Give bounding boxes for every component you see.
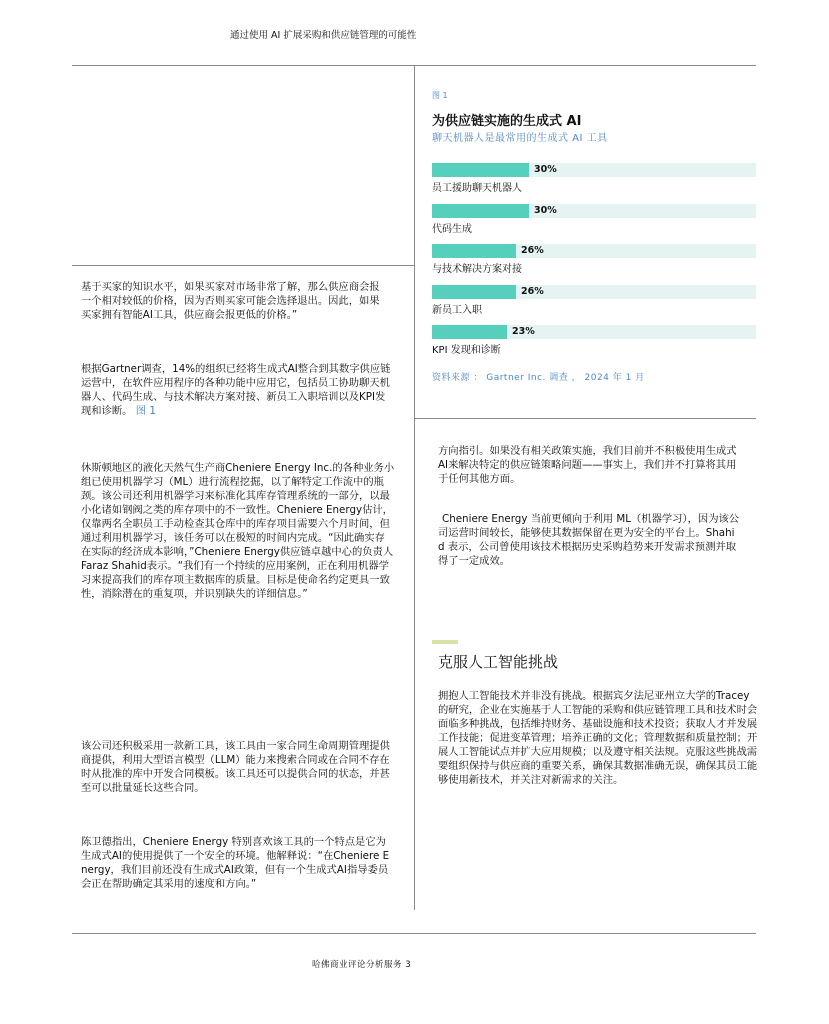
column-divider bbox=[414, 65, 415, 910]
bar bbox=[432, 163, 529, 177]
right-paragraph-3: 拥抱人工智能技术并非没有挑战。根据宾夕法尼亚州立大学的Tracey的研究，企业在实施基于人工智能的采购和供应链管理工具和技术时会面临多种挑战，包括维持财务、基础设施和技术投资；获取人才并发展工作技能；促进变革管理；培养正确的文化；管理数据和质量控制；开展人工智能试点并扩大应用规模；以及遵守相关法规。克服这些挑战需要组织保持与供应商的重要关系，确保其数据准确无误，确保其员工能够使用新技术，并关注对新需求的关注。 bbox=[438, 690, 758, 786]
bar-category-label: KPI 发现和诊断 bbox=[432, 345, 501, 356]
bar bbox=[432, 244, 516, 258]
bar bbox=[432, 325, 507, 339]
bar-category-label: 与技术解决方案对接 bbox=[432, 264, 522, 275]
bar bbox=[432, 285, 516, 299]
right-paragraph-1: 方向指引。如果没有相关政策实施，我们目前并不积极使用生成式AI来解决特定的供应链策略问题——事实上，我们并不打算将其用于任何其他方面。 bbox=[438, 445, 737, 485]
bar-value-label: 30% bbox=[534, 205, 557, 216]
left-section-divider bbox=[72, 265, 414, 266]
bar-category-label: 代码生成 bbox=[432, 224, 472, 235]
left-paragraph-3: 休斯顿地区的液化天然气生产商Cheniere Energy Inc.的各种业务小组已使用机器学习（ML）进行流程挖掘，以了解特定工作流中的瓶颈。该公司还利用机器学习来标准化其库存管理系统的一部分，以最小化诸如钢阀之类的库存项中的不一致性。Cheniere Energy估计，仅靠两名全职员工手动检查其仓库中的库存项目需要六个月时间，但通过利用机器学习，该任务可以在极短的时间内完成。“因此确实存在实际的经济成本影响，”Cheniere Energy供应链卓越中心的负责人Faraz Shahid表示。“我们有一个持续的应用案例，正在利用机器学习来提高我们的库存项主数据库的质量。目标是使命名约定更具一致性，消除潜在的重复项，并识别缺失的详细信息。” bbox=[81, 462, 395, 600]
bar bbox=[432, 204, 529, 218]
bar-value-label: 26% bbox=[521, 286, 544, 297]
bar-track bbox=[432, 244, 756, 258]
left-paragraph-2 bbox=[81, 362, 393, 418]
bottom-divider bbox=[72, 933, 756, 934]
bar-value-label: 30% bbox=[534, 164, 557, 175]
figure-source: 资料来源 ： Gartner Inc. 调查 ， 2024 年 1 月 bbox=[432, 373, 645, 383]
section-accent-bar bbox=[432, 640, 458, 644]
bar-track bbox=[432, 325, 756, 339]
figure-reference-link[interactable]: 图 1 bbox=[135, 405, 156, 417]
left-paragraph-2-text: 根据Gartner调查，14%的组织已经将生成式AI整合到其数字供应链运营中，在软件应用程序的各种功能中应用它，包括员工协助聊天机器人、代码生成、与技术解决方案对接、新员工入职培训以及KPI发现和诊断。 bbox=[81, 363, 391, 417]
bar-value-label: 26% bbox=[521, 245, 544, 256]
left-paragraph-4: 该公司还积极采用一款新工具，该工具由一家合同生命周期管理提供商提供，利用大型语言模型（LLM）能力来搜索合同或在合同不存在时从批准的库中开发合同模板。该工具还可以提供合同的状态，并甚至可以批量延长这些合同。 bbox=[81, 740, 390, 794]
bar-track bbox=[432, 163, 756, 177]
figure-title: 为供应链实施的生成式 AI bbox=[432, 114, 582, 129]
bar-value-label: 23% bbox=[512, 326, 535, 337]
section-heading: 克服人工智能挑战 bbox=[438, 653, 559, 671]
right-paragraph-2: Cheniere Energy 当前更倾向于利用 ML（机器学习），因为该公司运营时间较长，能够使其数据保留在更为安全的平台上。Shahid 表示，公司曾使用该技术根据历史采购趋势来开发需求预测并取得了一定成效。 bbox=[438, 513, 740, 567]
bar-category-label: 新员工入职 bbox=[432, 305, 482, 316]
figure-bottom-divider bbox=[414, 418, 756, 419]
bar-track bbox=[432, 285, 756, 299]
running-header: 通过使用 AI 扩展采购和供应链管理的可能性 bbox=[230, 30, 417, 41]
bar-track bbox=[432, 204, 756, 218]
figure-label: 图 1 bbox=[432, 91, 448, 100]
figure-subtitle: 聊天机器人是最常用的生成式 AI 工具 bbox=[432, 133, 608, 144]
running-footer: 哈佛商业评论分析服务 3 bbox=[312, 960, 412, 970]
bar-category-label: 员工援助聊天机器人 bbox=[432, 183, 522, 194]
left-paragraph-1: 基于买家的知识水平，如果买家对市场非常了解，那么供应商会报一个相对较低的价格，因为否则买家可能会选择退出。因此，如果买家拥有智能AI工具，供应商会报更低的价格。” bbox=[81, 281, 380, 321]
left-paragraph-5: 陈卫德指出，Cheniere Energy 特别喜欢该工具的一个特点是它为生成式AI的使用提供了一个安全的环境。他解释说：“在Cheniere Energy，我们目前还没有生成式AI政策，但有一个生成式AI指导委员会正在帮助确定其采用的速度和方向。” bbox=[81, 836, 390, 890]
